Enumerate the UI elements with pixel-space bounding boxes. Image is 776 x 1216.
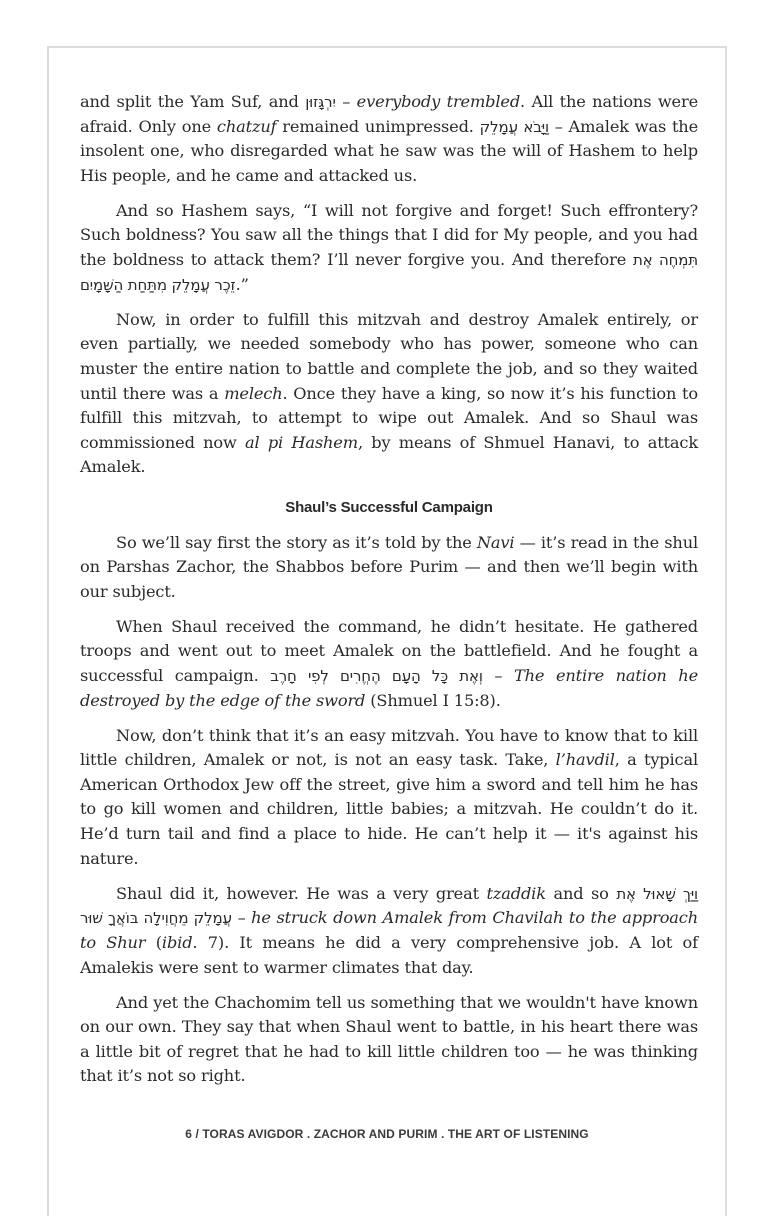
paragraph-5 bbox=[80, 615, 698, 713]
hebrew-quote: תִּמְחֶה אֶת זֵכֶר עֲמָלֵק מִתַּחַת הַשָּׁמָיִם bbox=[80, 251, 698, 294]
paragraph-4 bbox=[80, 531, 698, 605]
hebrew-quote: וַיָּבֹא עֲמָלֵק bbox=[479, 117, 549, 136]
page-footer: 6 / TORAS AVIGDOR . ZACHOR AND PURIM . THE ART OF LISTENING bbox=[185, 1127, 589, 1141]
paragraph-6 bbox=[80, 724, 698, 872]
paragraph-2 bbox=[80, 199, 698, 297]
italic-term: al pi Hashem bbox=[245, 432, 358, 452]
italic-translation: The entire nation he destroyed by the edge of the sword bbox=[80, 665, 699, 710]
italic-term: ibid bbox=[161, 932, 193, 952]
text-run: And so Hashem says, “I will not forgive and forget! Such effrontery? Such boldness? You saw all the things that I did for My people, and you had the boldness to attack them? I’ll never forgive you. And therefore bbox=[80, 200, 698, 270]
text-run: . 7). It means he did a very comprehensive job. A lot of Amalekis were sent to warmer climates that day. bbox=[80, 932, 698, 977]
text-run: and split the Yam Suf, and bbox=[80, 92, 306, 111]
text-run: remained unimpressed. bbox=[276, 116, 480, 136]
text-run: When Shaul received the command, he didn’t hesitate. He gathered troops and went out to meet Amalek on the battlefield. And he fought a successful campaign. bbox=[80, 616, 698, 685]
text-run: . Once they have a king, so now it’s his function to fulfill this mitzvah, to attempt to wipe out Amalek. And so Shaul was commissioned now bbox=[80, 383, 698, 452]
italic-term: Navi bbox=[476, 532, 515, 552]
citation: (Shmuel I 15:8). bbox=[365, 690, 501, 710]
paragraph-7 bbox=[80, 882, 698, 980]
italic-term: chatzuf bbox=[216, 116, 277, 136]
text-run: So we’ll say first the story as it’s told by the bbox=[116, 532, 477, 552]
text-run: , a typical American Orthodox Jew off the street, give him a sword and tell him he has to go kill women and children, little babies; a mitzvah. He couldn’t do it. He’d turn tail and find a place to hide. He can’t help it — it's against his nature. bbox=[80, 750, 698, 868]
italic-term: tzaddik bbox=[486, 883, 546, 903]
text-run: .” bbox=[235, 274, 249, 294]
italic-translation: he struck down Amalek from Chavilah to the approach to Shur bbox=[80, 908, 698, 952]
paragraph-3 bbox=[80, 308, 698, 480]
text-run: , by means of Shmuel Hanavi, to attack Amalek. bbox=[80, 432, 698, 477]
text-run: Shaul did it, however. He was a very great bbox=[116, 883, 487, 903]
italic-term: l’havdil bbox=[555, 750, 615, 770]
paragraph-8 bbox=[80, 991, 698, 1089]
section-heading: Shaul’s Successful Campaign bbox=[285, 498, 493, 516]
text-run: and so bbox=[545, 883, 617, 903]
text-run: – bbox=[231, 908, 252, 928]
text-run: – Amalek was the insolent one, who disregarded what he saw was the will of Hashem to help His people, and he came and attacked us. bbox=[80, 116, 699, 185]
hebrew-quote: יִרְגָּזוּן bbox=[305, 93, 336, 111]
hebrew-quote: וַיַּךְ שָׁאוּל אֶת עֲמָלֵק מֵחֲוִילָה בּוֹאֲךָ שׁוּר bbox=[80, 884, 698, 928]
text-run: And yet the Chachomim tell us something that we wouldn't have known on our own. They say that when Shaul went to battle, in his heart there was a little bit of regret that he had to kill little children too — he was thinking that it’s not so right. bbox=[80, 992, 698, 1086]
text-run: ( bbox=[145, 932, 162, 952]
text-run: – bbox=[482, 665, 514, 685]
text-run: Now, in order to fulfill this mitzvah and destroy Amalek entirely, or even partially, we needed somebody who has power, someone who can muster the entire nation to battle and complete the job, and so they waited until there was a bbox=[80, 309, 698, 403]
text-run: Now, don’t think that it’s an easy mitzvah. You have to know that to kill little children, Amalek or not, is not an easy task. Take, bbox=[80, 725, 698, 770]
page-body bbox=[80, 90, 698, 1099]
hebrew-quote: וְאֶת כָּל הָעָם הֶחֱרִים לְפִי חָרֶב bbox=[270, 666, 483, 685]
paragraph-1 bbox=[80, 90, 698, 188]
text-run: . All the nations were afraid. Only one bbox=[80, 92, 699, 136]
italic-translation: everybody trembled bbox=[356, 92, 521, 111]
text-run: – bbox=[335, 92, 357, 111]
book-page bbox=[47, 46, 727, 1216]
text-run: — it’s read in the shul on Parshas Zachor, the Shabbos before Purim — and then we’ll begin with our subject. bbox=[80, 532, 699, 601]
italic-term: melech bbox=[224, 383, 283, 403]
